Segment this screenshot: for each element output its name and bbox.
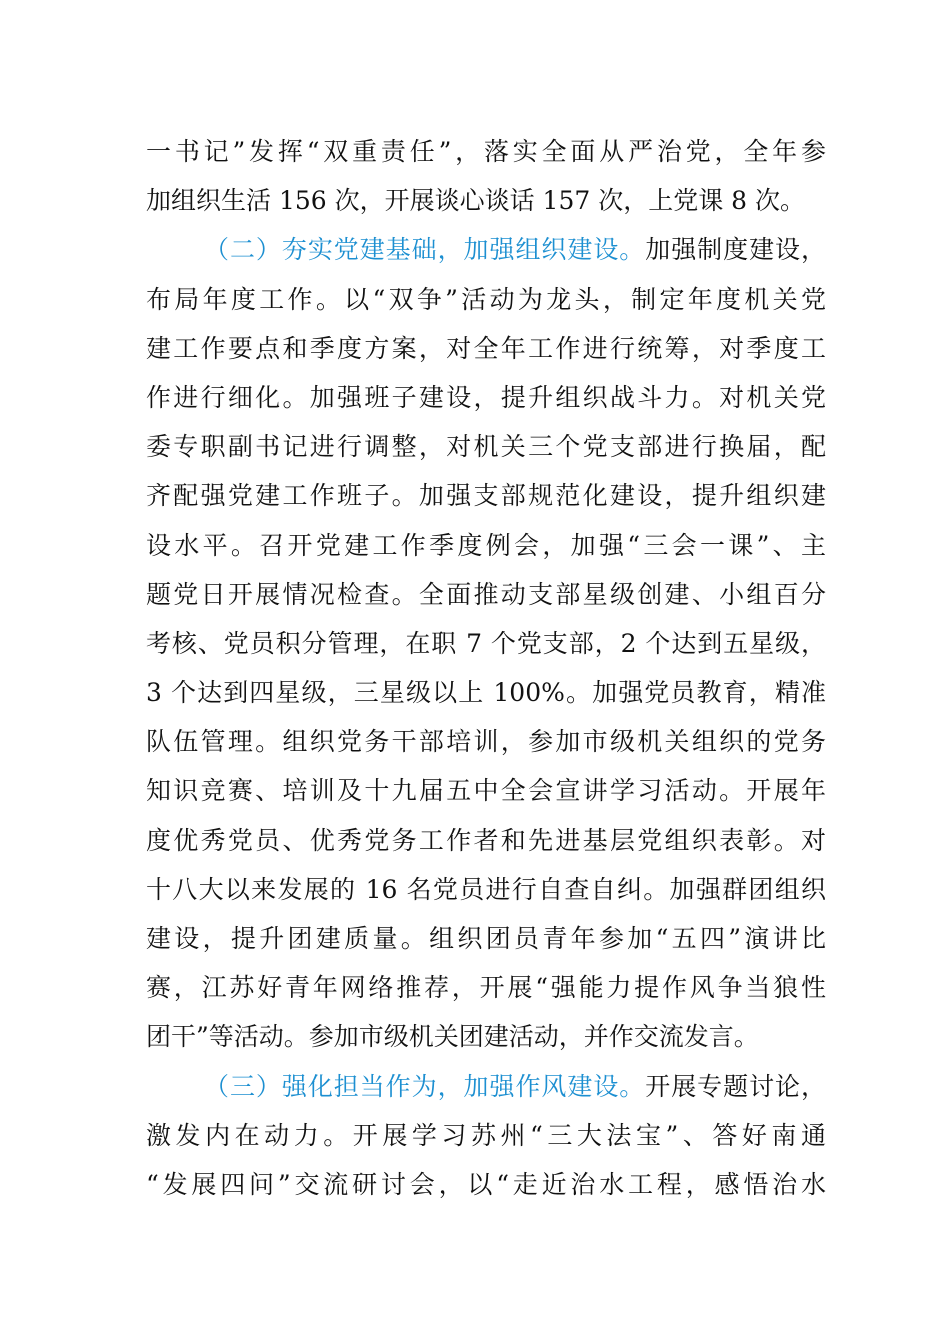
section-heading: （二）夯实党建基础，加强组织建设。 — [204, 235, 646, 265]
text-line: 赛，江苏好青年网络推荐，开展“强能力提作风争当狼性 — [146, 973, 826, 1003]
text-line: 齐配强党建工作班子。加强支部规范化建设，提升组织建 — [146, 481, 826, 511]
text-line: “发展四问”交流研讨会，以“走近治水工程，感悟治水 — [146, 1169, 826, 1199]
text-line: 团干”等活动。参加市级机关团建活动，并作交流发言。 — [146, 1022, 759, 1052]
text-line: 委专职副书记进行调整，对机关三个党支部进行换届，配 — [146, 432, 826, 462]
text-line: 度优秀党员、优秀党务工作者和先进基层党组织表彰。对 — [146, 825, 826, 855]
text-line: 3 个达到四星级，三星级以上 100%。加强党员教育，精准 — [146, 678, 826, 708]
text-line: 一书记”发挥“双重责任”，落实全面从严治党，全年参 — [146, 137, 826, 166]
text-line: 知识竞赛、培训及十九届五中全会宣讲学习活动。开展年 — [146, 776, 826, 806]
section-heading: （三）强化担当作为，加强作风建设。 — [204, 1071, 646, 1101]
text-line: 队伍管理。组织党务干部培训，参加市级机关组织的党务 — [146, 727, 826, 757]
text-run: 开展专题讨论， — [645, 1071, 826, 1101]
text-line: 建工作要点和季度方案，对全年工作进行统筹，对季度工 — [146, 333, 826, 363]
text-line: 题党日开展情况检查。全面推动支部星级创建、小组百分 — [146, 579, 826, 609]
text-line: 加组织生活 156 次，开展谈心谈话 157 次，上党课 8 次。 — [146, 186, 806, 216]
text-line: 激发内在动力。开展学习苏州“三大法宝”、答好南通 — [146, 1120, 826, 1150]
text-line: 考核、党员积分管理，在职 7 个党支部，2 个达到五星级， — [146, 628, 826, 658]
section-heading-line — [146, 225, 826, 274]
text-run: 加强制度建设， — [645, 235, 826, 265]
document-body — [146, 127, 826, 1209]
section-heading-line — [146, 1062, 826, 1111]
text-line: 十八大以来发展的 16 名党员进行自查自纠。加强群团组织 — [146, 874, 826, 904]
text-line: 布局年度工作。以“双争”活动为龙头，制定年度机关党 — [146, 284, 826, 314]
text-line: 设水平。召开党建工作季度例会，加强“三会一课”、主 — [146, 530, 826, 560]
text-line: 建设，提升团建质量。组织团员青年参加“五四”演讲比 — [146, 924, 826, 953]
text-line: 作进行细化。加强班子建设，提升组织战斗力。对机关党 — [146, 382, 826, 412]
